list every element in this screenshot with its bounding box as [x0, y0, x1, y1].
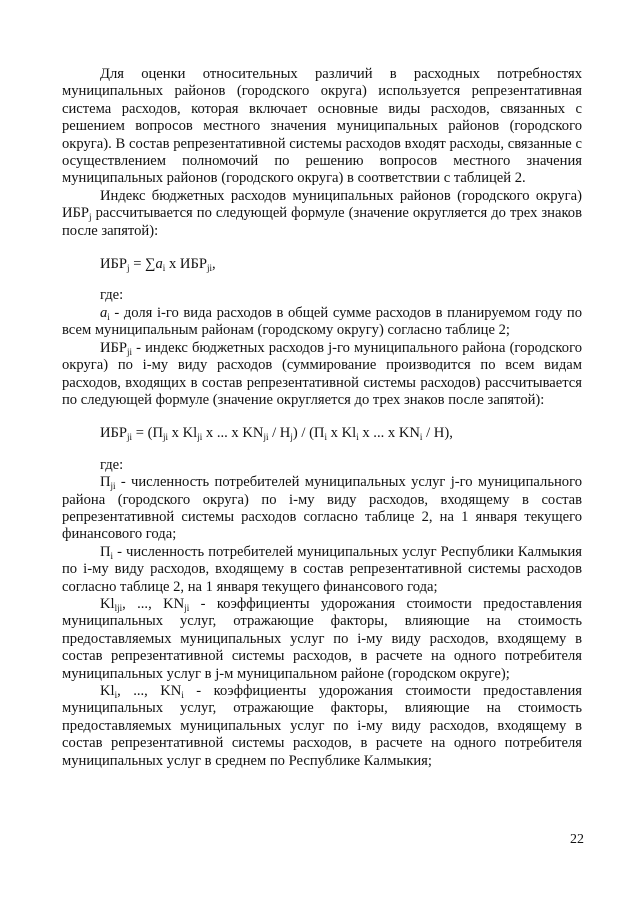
document-page [62, 66, 582, 770]
definition-kl-ji: $Kl_{lji}$, ..., $KN_{ji}$ - коэффициенты удорожания стоимости предоставления муниципальных услуг, отражающие факторы, влияющие на стоимость предоставляемых муниципальных услуг по i-му виду расходов, входящему в состав репрезентативной системы расходов, в расчете на одного потребителя муниципальных услуг в j-м муниципальном районе (городском округе); [62, 595, 582, 682]
where-label-1: где: [100, 287, 124, 304]
where-label-2: где: [100, 456, 124, 473]
formula-ibr-j: $ИБР_j = \sum a_i$ x $ИБР_{ji}$, [100, 256, 216, 274]
page-number: 22 [570, 832, 584, 847]
definition-kl-i: $Kl_i$, ..., $KN_i$ - коэффициенты удорожания стоимости предоставления муниципальных услуг, отражающие факторы, влияющие на стоимость предоставляемых муниципальных услуг по i-му виду расходов, входящему в состав репрезентативной системы расходов, в расчете на одного потребителя муниципальных услуг в среднем по Республике Калмыкия; [62, 683, 582, 769]
definition-ibr-ji: $ИБР_{ji}$ - индекс бюджетных расходов j-го муниципального района (городского округа) по i-му виду расходов (суммирование производится по всем видам расходов, входящих в состав репрезентативной системы расходов) рассчитывается по следующей формуле (значение округляется до трех знаков после запятой): [62, 339, 582, 408]
formula-ibr-ji: $ИБР_{ji} = (П_{ji}$ x $Kl_{ji}$ x ... x $KN_{ji} / H_j) / (П_i$ x $Kl_i$ x ... x $KN_i / H$), [100, 425, 453, 443]
paragraph-intro: Для оценки относительных различий в расходных потребностях муниципальных районов (городского округа) используется репрезентативная система расходов, которая включает основные виды расходов, связанных с решением вопросов местного значения муниципальных районов (городского округа). В состав репрезентативной системы расходов входят расходы, связанные с осуществлением полномочий по решению вопросов местного значения муниципальных районов (городского округа) в соответствии с таблицей 2. [62, 66, 582, 187]
paragraph-index-definition: Индекс бюджетных расходов муниципальных районов (городского округа) $ИБР_j$ рассчитывается по следующей формуле (значение округляется до трех знаков после запятой): [62, 187, 582, 239]
definition-p-ji: $П_{ji}$ - численность потребителей муниципальных услуг j-го муниципального района (городского округа) по i-му виду расходов, входящему в состав репрезентативной системы расходов согласно таблице 2, на 1 января текущего финансового года; [62, 474, 582, 543]
definition-p-i: $П_i$ - численность потребителей муниципальных услуг Республики Калмыкия по i-му виду расходов, входящему в состав репрезентативной системы расходов согласно таблице 2, на 1 января текущего финансового года; [62, 543, 582, 595]
definition-a-i: $a_i$ - доля i-го вида расходов в общей сумме расходов в планируемом году по всем муниципальным районам (городскому округу) согласно таблице 2; [62, 304, 582, 339]
